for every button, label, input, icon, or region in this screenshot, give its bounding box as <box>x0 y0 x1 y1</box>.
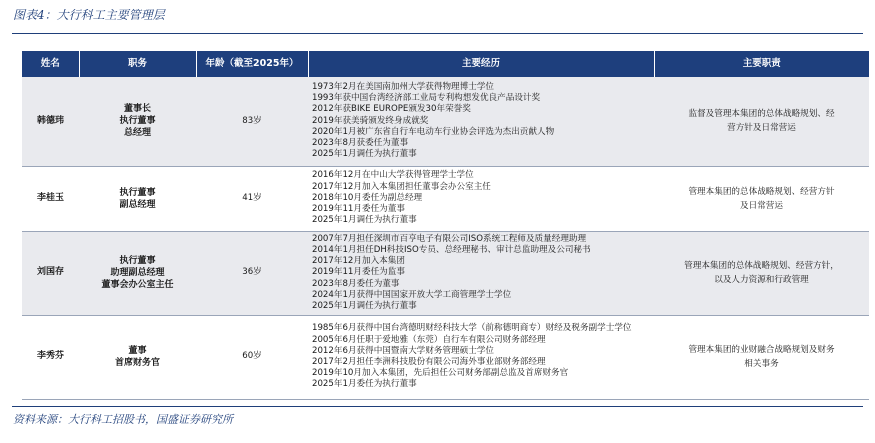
experience-line: 2018年10月委任为副总经理 <box>312 192 423 203</box>
cell-age: 41岁 <box>196 166 308 231</box>
management-table <box>22 51 869 400</box>
cell-position <box>79 77 196 166</box>
position-line: 执行董事 <box>119 256 156 266</box>
cell-position <box>79 231 196 315</box>
experience-line: 2019年获美骑颁发终身成就奖 <box>312 115 429 126</box>
cell-name: 韩德玮 <box>22 77 79 166</box>
experience-line: 2017年2月担任李洲科技股份有限公司海外事业部财务部经理 <box>312 357 546 367</box>
cell-duties <box>654 77 869 166</box>
experience-line: 2025年1月调任为执行董事 <box>312 215 417 226</box>
cell-experience <box>308 166 654 231</box>
experience-line: 2020年1月被广东省自行车电动车行业协会评选为杰出贡献人物 <box>312 126 555 137</box>
header-name: 姓名 <box>22 51 79 77</box>
experience-line: 2023年8月委任为董事 <box>312 278 400 289</box>
cell-name: 李秀芬 <box>22 315 79 399</box>
position-line: 首席财务官 <box>114 358 160 368</box>
cell-position <box>79 166 196 231</box>
position-line: 执行董事 <box>119 116 156 127</box>
experience-line: 2014年1月担任DH科技ISO专员、总经理秘书、审计总监助理及公司秘书 <box>312 244 591 255</box>
position-line: 董事会办公室主任 <box>101 280 174 290</box>
duty-line: 及日常营运 <box>740 200 783 211</box>
cell-name: 刘国存 <box>22 231 79 315</box>
duty-line: 相关事务 <box>744 359 779 369</box>
experience-line: 2019年10月加入本集团，先后担任公司财务部副总监及首席财务官 <box>312 368 569 379</box>
experience-line: 2019年11月委任为监事 <box>312 267 405 278</box>
cell-position <box>79 315 196 399</box>
experience-line: 2007年7月担任深圳市百亨电子有限公司ISO系统工程师及质量经理助理 <box>312 233 587 244</box>
experience-line: 1993年获中国台湾经济部工业局专利构想发优良产品设计奖 <box>312 93 541 104</box>
table-row <box>22 231 869 315</box>
cell-duties <box>654 231 869 315</box>
duty-line: 管理本集团的总体战略规划、经营方针 <box>688 186 835 197</box>
header-experience: 主要经历 <box>308 51 654 77</box>
experience-line: 2025年1月调任为执行董事 <box>312 301 417 311</box>
position-line: 助理副总经理 <box>110 268 165 278</box>
table-row <box>22 77 869 166</box>
duty-line: 监督及管理本集团的总体战略规划、经 <box>688 109 835 120</box>
experience-line: 2012年获BIKE EUROPE颁发30年荣誉奖 <box>312 104 471 115</box>
header-age: 年龄（截至2025年） <box>196 51 308 77</box>
cell-experience <box>308 231 654 315</box>
experience-line: 2016年12月在中山大学获得管理学士学位 <box>312 170 474 181</box>
header-position: 职务 <box>79 51 196 77</box>
experience-line: 2024年1月获得中国国家开放大学工商管理学士学位 <box>312 289 512 300</box>
experience-line: 1973年2月在美国南加州大学获得物理博士学位 <box>312 82 495 93</box>
experience-line: 2025年1月调任为执行董事 <box>312 149 417 160</box>
position-line: 董事 <box>128 346 147 356</box>
table-row <box>22 166 869 231</box>
duty-line: 营方针及日常营运 <box>727 123 796 134</box>
table-row <box>22 315 869 399</box>
duty-line: 管理本集团的总体战略规划、经营方针， <box>684 261 839 271</box>
experience-line: 2017年12月加入本集团担任董事会办公室主任 <box>312 181 491 192</box>
experience-line: 2019年11月委任为董事 <box>312 204 405 215</box>
duty-line: 以及人力资源和行政管理 <box>714 275 809 285</box>
title-divider <box>12 33 863 34</box>
cell-age: 83岁 <box>196 77 308 166</box>
source-note: 资料来源：大行科工招股书，国盛证券研究所 <box>13 413 233 426</box>
figure-title: 图表4：大行科工主要管理层 <box>13 8 165 22</box>
experience-line: 2025年1月委任为执行董事 <box>312 379 417 390</box>
cell-age: 60岁 <box>196 315 308 399</box>
experience-line: 1985年6月获得中国台湾德明财经科技大学（前称德明商专）财经及税务副学士学位 <box>312 323 632 334</box>
cell-name: 李桂玉 <box>22 166 79 231</box>
source-divider <box>12 406 863 407</box>
position-line: 总经理 <box>123 128 151 139</box>
table-header-row <box>22 51 869 77</box>
duty-line: 管理本集团的业财融合战略规划及财务 <box>688 345 835 355</box>
position-line: 执行董事 <box>119 187 156 198</box>
cell-age: 36岁 <box>196 231 308 315</box>
cell-experience <box>308 315 654 399</box>
cell-duties <box>654 315 869 399</box>
experience-line: 2023年8月获委任为董事 <box>312 138 409 149</box>
header-duties: 主要职责 <box>654 51 869 77</box>
cell-duties <box>654 166 869 231</box>
experience-line: 2012年6月获得中国暨南大学财务管理硕士学位 <box>312 345 495 356</box>
position-line: 副总经理 <box>119 199 156 210</box>
cell-experience <box>308 77 654 166</box>
position-line: 董事长 <box>123 104 151 115</box>
experience-line: 2017年12月加入本集团 <box>312 256 405 267</box>
experience-line: 2005年6月任职于爱地雅（东莞）自行车有限公司财务部经理 <box>312 334 546 345</box>
